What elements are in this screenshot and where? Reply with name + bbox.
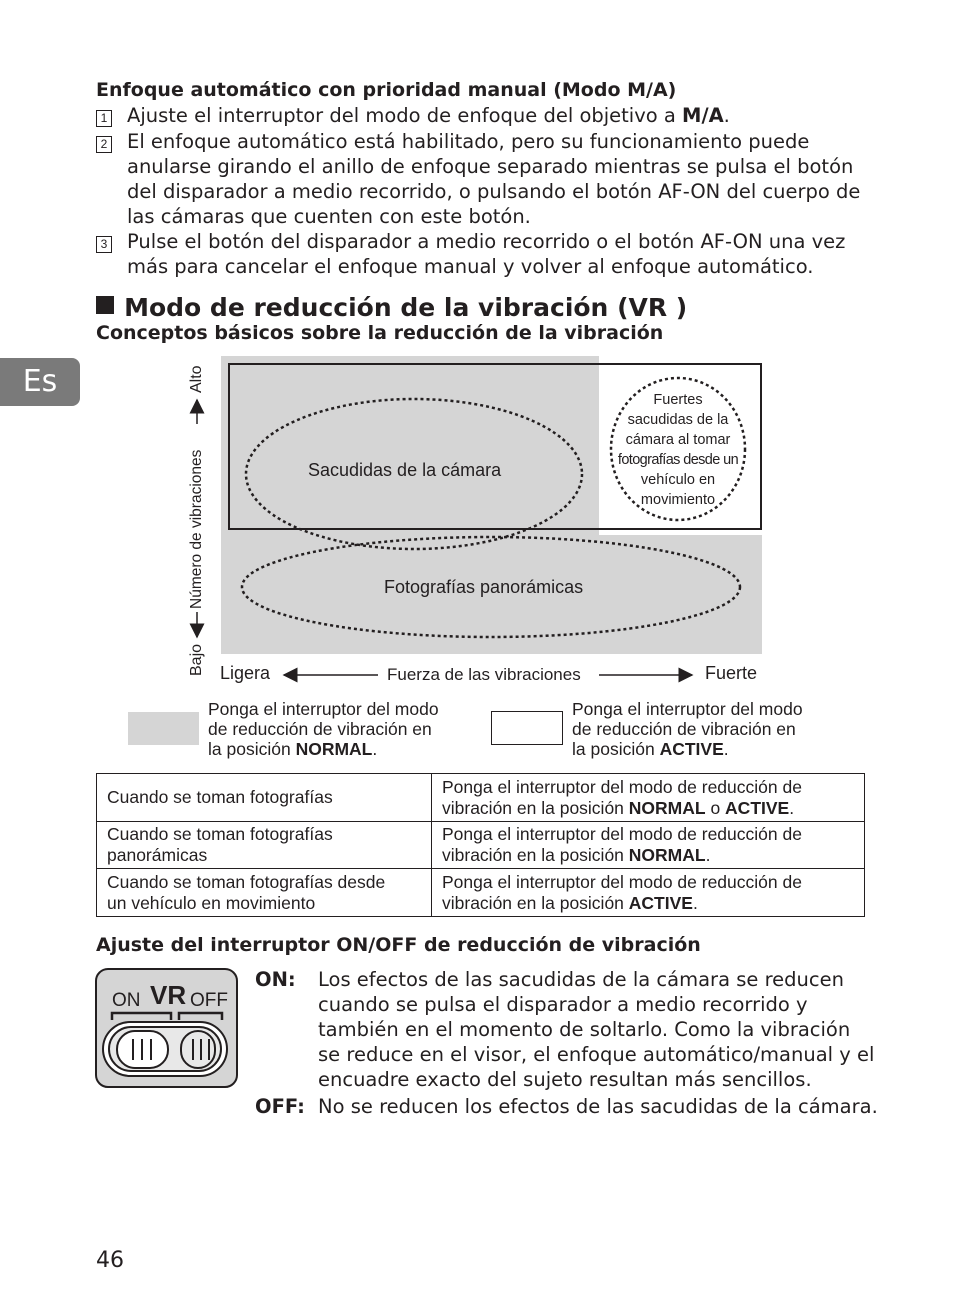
y-axis-low-label: Bajo — [188, 643, 205, 676]
on-description-line: encuadre exacto del sujeto resultan más sencillos. — [318, 1068, 812, 1091]
table-cell-situation — [97, 774, 432, 822]
step-line: El enfoque automático está habilitado, pero su funcionamiento puede — [127, 130, 810, 153]
legend-line: la posición — [208, 739, 296, 759]
table-cell-instruction — [432, 869, 865, 917]
situation-line: un vehículo en movimiento — [107, 892, 316, 913]
step-number: 3 — [96, 236, 112, 253]
camera-shake-label: Sacudidas de la cámara — [308, 460, 502, 480]
vr-section-title: Modo de reducción de la vibración (VR ) — [124, 293, 688, 322]
on-label: ON: — [255, 968, 296, 991]
vehicle-label-line: movimiento — [640, 492, 716, 508]
off-description: No se reducen los efectos de las sacudidas de la cámara. — [318, 1095, 878, 1118]
table-cell-situation — [97, 869, 432, 917]
legend-suffix: . — [723, 739, 729, 759]
table-row — [97, 774, 865, 822]
y-axis-title: Número de vibraciones — [188, 449, 205, 609]
legend-line: de reducción de vibración en — [572, 719, 796, 739]
instruction-end: . — [692, 892, 698, 913]
legend-normal-swatch — [128, 712, 199, 745]
on-description-line: también en el momento de soltarlo. Como la vibración — [318, 1018, 851, 1041]
off-label: OFF: — [255, 1095, 305, 1118]
step-line: las cámaras que cuenten con este botón. — [127, 205, 531, 228]
instruction-line: vibración en la posición — [442, 845, 629, 865]
panning-label: Fotografías panorámicas — [384, 577, 584, 597]
x-axis-high-label: Fuerte — [705, 663, 758, 683]
mode-label: ACTIVE — [628, 892, 693, 913]
vehicle-label-line: Fuertes — [653, 392, 703, 408]
x-axis-title: Fuerza de las vibraciones — [387, 665, 581, 684]
mode-label: NORMAL — [628, 845, 706, 865]
instruction-end: . — [789, 797, 795, 818]
instruction-line: vibración en la posición — [442, 892, 629, 913]
step-text: Ajuste el interruptor del modo de enfoque del objetivo a — [127, 104, 683, 127]
step-line: más para cancelar el enfoque manual y volver al enfoque automático. — [127, 255, 814, 278]
on-description-line: cuando se pulsa el disparador a medio recorrido y — [318, 993, 808, 1016]
step-line: anularse girando el anillo de enfoque separado mientras se pulsa el botón — [127, 155, 854, 178]
step-line: Pulse el botón del disparador a medio recorrido o el botón AF-ON una vez — [127, 230, 846, 253]
page-number: 46 — [96, 1248, 124, 1273]
conjunction: o — [705, 797, 726, 818]
legend-line: Ponga el interruptor del modo — [208, 699, 439, 719]
normal-mode-label: NORMAL — [295, 739, 373, 759]
instruction-line: Ponga el interruptor del modo de reducción de — [442, 871, 802, 892]
vehicle-label — [606, 390, 750, 510]
y-axis-high-label: Alto — [188, 365, 205, 393]
table-row — [97, 869, 865, 917]
ma-mode-label: M/A — [682, 104, 724, 127]
table-row — [97, 822, 865, 869]
switch-vr-label: VR — [150, 980, 187, 1010]
on-description-line: se reduce en el visor, el enfoque automático/manual y el — [318, 1043, 875, 1066]
situation-line: Cuando se toman fotografías — [107, 787, 333, 807]
vehicle-label-line: fotografías desde un — [617, 452, 739, 468]
vehicle-label-line: sacudidas de la — [627, 412, 729, 428]
switch-off-label: OFF — [190, 990, 228, 1011]
legend-active-text — [572, 699, 803, 759]
mode-label: ACTIVE — [725, 797, 790, 818]
instruction-line: Ponga el interruptor del modo de reducción de — [442, 776, 802, 797]
legend-active-swatch — [491, 711, 563, 745]
table-cell-instruction — [432, 774, 865, 822]
situation-line: Cuando se toman fotografías desde — [107, 871, 386, 892]
table-cell-instruction — [432, 822, 865, 869]
legend-normal-text — [208, 699, 439, 759]
mode-label: NORMAL — [628, 797, 706, 818]
situation-line: panorámicas — [107, 845, 208, 865]
x-axis-low-label: Ligera — [220, 663, 271, 683]
legend-line: de reducción de vibración en — [208, 719, 432, 739]
vr-section-subtitle: Conceptos básicos sobre la reducción de la vibración — [96, 322, 664, 344]
switch-on-label: ON — [112, 990, 141, 1011]
instruction-line: vibración en la posición — [442, 797, 629, 818]
ma-section-title: Enfoque automático con prioridad manual (Modo M/A) — [96, 79, 677, 101]
legend-suffix: . — [372, 739, 378, 759]
legend-line: Ponga el interruptor del modo — [572, 699, 803, 719]
table-cell-situation — [97, 822, 432, 869]
vr-mode-table — [96, 773, 865, 917]
active-mode-label: ACTIVE — [659, 739, 724, 759]
situation-line: Cuando se toman fotografías — [107, 824, 333, 844]
legend-line: la posición — [572, 739, 660, 759]
onoff-section-title: Ajuste del interruptor ON/OFF de reducción de vibración — [96, 934, 701, 956]
step-number: 2 — [96, 136, 112, 153]
step-text-end: . — [723, 104, 730, 127]
vehicle-label-line: cámara al tomar — [625, 432, 731, 448]
on-description-line: Los efectos de las sacudidas de la cámara se reducen — [318, 968, 844, 991]
step-line: del disparador a medio recorrido, o pulsando el botón AF-ON del cuerpo de — [127, 180, 861, 203]
vehicle-label-line: vehículo en — [640, 472, 716, 488]
step-number: 1 — [96, 110, 112, 127]
on-description — [318, 967, 874, 1092]
language-tab-label: Es — [22, 364, 58, 399]
instruction-line: Ponga el interruptor del modo de reducción de — [442, 824, 802, 844]
instruction-end: . — [705, 845, 711, 865]
